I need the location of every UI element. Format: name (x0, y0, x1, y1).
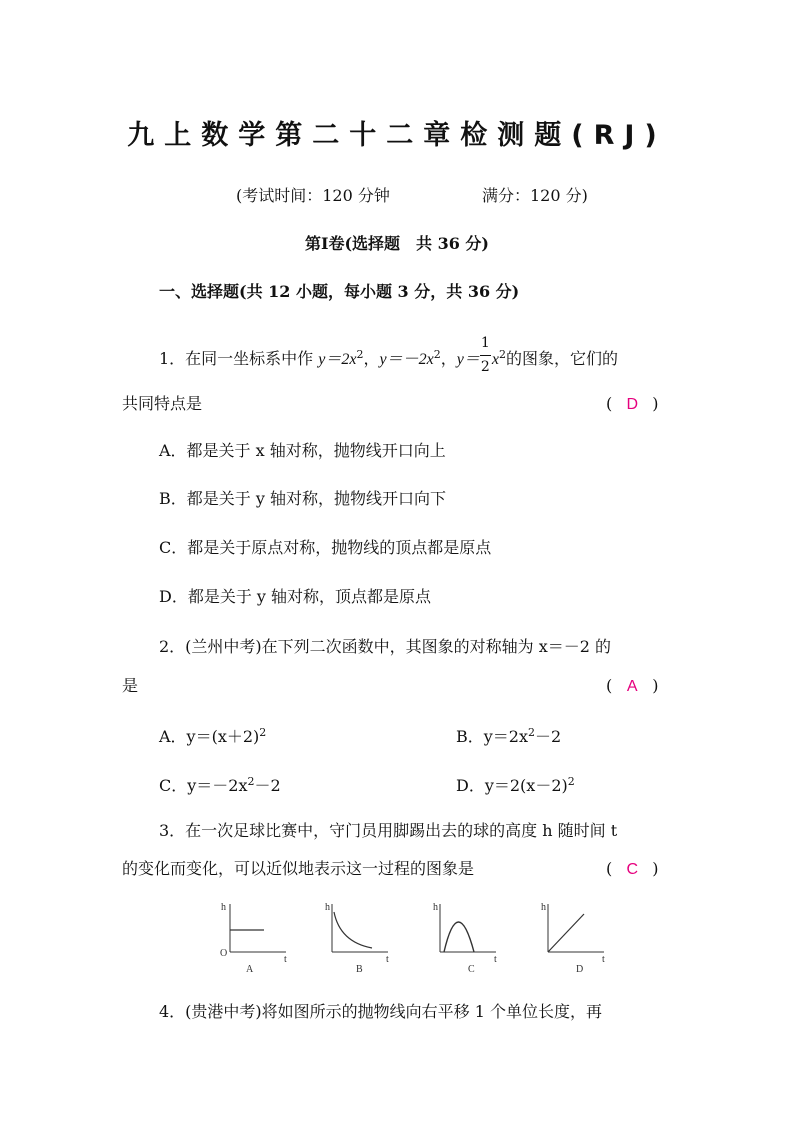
question-3-stem-line2: 的变化而变化，可以近似地表示这一过程的图象是 (122, 859, 475, 878)
q1-prefix: 1．在同一坐标系中作 (159, 349, 319, 368)
q2-option-c-text: C．y＝－2x (159, 776, 248, 795)
axis-label-h: h (433, 902, 438, 913)
part-title: 第Ⅰ卷(选择题 共 36 分) (304, 234, 490, 253)
question-1-stem (159, 335, 618, 375)
q2-option-d (456, 772, 575, 796)
axis-label-h: h (221, 902, 226, 913)
q1-option-d: D．都是关于 y 轴对称，顶点都是原点 (159, 587, 432, 606)
q2-option-b-tail: －2 (535, 727, 562, 746)
q1-option-c: C．都是关于原点对称，抛物线的顶点都是原点 (159, 538, 492, 557)
exam-score: 满分：120 分) (482, 186, 588, 205)
page-title: 九上数学第二十二章检测题(RJ) (127, 120, 667, 151)
section-title: 一、选择题(共 12 小题，每小题 3 分，共 36 分) (159, 282, 520, 301)
question-1-stem-line2: 共同特点是 (122, 394, 203, 413)
q1-exp-2: 2 (433, 348, 441, 361)
paren-close: ) (652, 676, 659, 695)
question-4-stem: 4．(贵港中考)将如图所示的抛物线向右平移 1 个单位长度，再 (159, 1002, 603, 1021)
paren-open: ( (606, 859, 613, 878)
graph-d (538, 898, 618, 978)
question-3-answer (606, 859, 659, 879)
graph-a (214, 898, 294, 978)
graph-c (430, 898, 510, 978)
axis-label-h: h (325, 902, 330, 913)
paren-close: ) (652, 859, 659, 878)
q1-formula-1: y＝2x (318, 351, 357, 368)
graph-b (322, 898, 402, 978)
graph-label: D (576, 964, 584, 975)
exp: 2 (528, 726, 536, 739)
graph-label: C (468, 964, 475, 975)
q1-option-b: B．都是关于 y 轴对称，抛物线开口向下 (159, 489, 446, 508)
q1-fraction (480, 335, 492, 375)
question-1-answer (606, 394, 659, 414)
axis-label-t: t (284, 954, 287, 965)
q2-option-a (159, 723, 266, 747)
exp: 2 (567, 775, 575, 788)
paren-close: ) (652, 394, 659, 413)
axis-label-t: t (602, 954, 605, 965)
paren-open: ( (606, 394, 613, 413)
question-3-stem: 3．在一次足球比赛中，守门员用脚踢出去的球的高度 h 随时间 t (159, 821, 618, 840)
axis-label-t: t (386, 954, 389, 965)
question-2-stem: 2．(兰州中考)在下列二次函数中，其图象的对称轴为 x＝－2 的 (159, 637, 612, 656)
question-2-answer (606, 676, 659, 696)
q1-sep-2: ， (440, 349, 457, 368)
answer-value: A (626, 678, 638, 695)
q2-option-d-text: D．y＝2(x－2) (456, 776, 568, 795)
q1-sep-1: ， (363, 349, 380, 368)
q1-formula-3a: y＝ (456, 351, 480, 368)
q2-option-b (456, 723, 561, 747)
question-2-stem-line2: 是 (122, 676, 139, 695)
axis-label-origin: O (220, 948, 228, 959)
answer-value: D (626, 396, 639, 413)
q1-frac-num: 1 (480, 335, 490, 351)
exp: 2 (259, 726, 267, 739)
q2-option-c (159, 772, 281, 796)
axis-label-h: h (541, 902, 546, 913)
q1-exp-1: 2 (356, 348, 364, 361)
q1-suffix: 的图象，它们的 (505, 349, 618, 368)
q1-formula-3b: x (491, 351, 499, 368)
graph-label: B (356, 964, 363, 975)
answer-value: C (626, 861, 639, 878)
q1-frac-den: 2 (480, 359, 490, 375)
exp: 2 (247, 775, 255, 788)
exam-time: (考试时间：120 分钟 (236, 186, 390, 205)
q1-exp-3: 2 (498, 348, 506, 361)
q2-option-a-text: A．y＝(x＋2) (159, 727, 260, 746)
q1-formula-2: y＝－2x (379, 351, 434, 368)
q1-option-a: A．都是关于 x 轴对称，抛物线开口向上 (159, 441, 446, 460)
paren-open: ( (606, 676, 613, 695)
q2-option-b-text: B．y＝2x (456, 727, 529, 746)
graph-label: A (246, 964, 254, 975)
q2-option-c-tail: －2 (254, 776, 281, 795)
axis-label-t: t (494, 954, 497, 965)
